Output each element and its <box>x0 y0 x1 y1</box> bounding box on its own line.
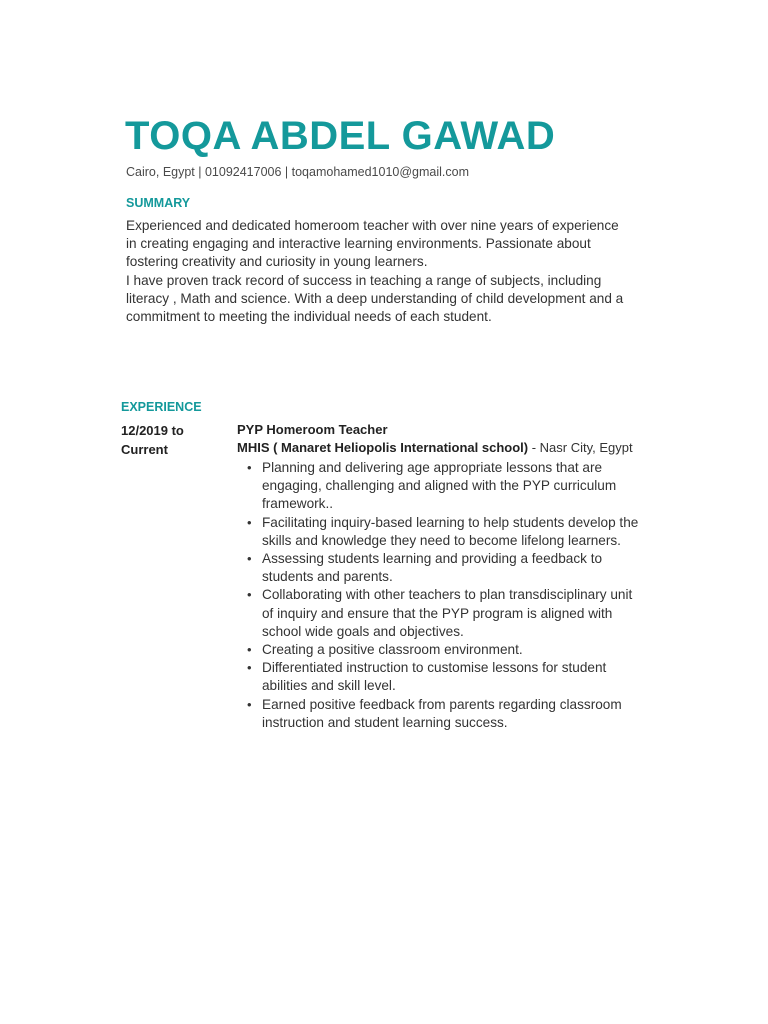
summary-paragraph: Experienced and dedicated homeroom teacher with over nine years of experience in creating engaging and interactive learning environments. Passionate about fostering creativity and curiosity in young learners. <box>126 218 619 270</box>
duty-text: Creating a positive classroom environment. <box>262 642 523 658</box>
duty-text: Planning and delivering age appropriate lessons that are engaging, challenging and aligned with the PYP curriculum framework.. <box>262 460 617 512</box>
summary-text <box>126 217 626 326</box>
list-item <box>247 696 647 732</box>
bullet-icon: • <box>247 587 252 603</box>
job-employer: MHIS ( Manaret Heliopolis International school) <box>237 440 529 455</box>
job-location: - Nasr City, Egypt <box>528 440 633 455</box>
bullet-icon: • <box>247 660 252 676</box>
job-title: PYP Homeroom Teacher <box>237 422 388 437</box>
duty-text: Assessing students learning and providing a feedback to students and parents. <box>262 551 603 585</box>
bullet-icon: • <box>247 642 252 658</box>
job-duties-list <box>237 459 647 732</box>
summary-heading: SUMMARY <box>126 196 191 210</box>
list-item <box>247 459 647 514</box>
list-item <box>247 550 647 586</box>
bullet-icon: • <box>247 514 252 530</box>
summary-paragraph: I have proven track record of success in teaching a range of subjects, including literacy , Math and science. With a deep understanding of child development and a commitment to meeting the individual needs of each student. <box>126 272 624 325</box>
experience-heading: EXPERIENCE <box>121 400 202 414</box>
duty-text: Collaborating with other teachers to plan transdisciplinary unit of inquiry and ensure that the PYP program is aligned with school wide goals and objectives. <box>262 587 633 639</box>
job-date-end: Current <box>121 442 168 457</box>
bullet-icon: • <box>247 460 252 475</box>
bullet-icon: • <box>247 551 252 567</box>
list-item <box>247 514 647 550</box>
list-item <box>247 659 647 695</box>
job-entry <box>237 421 647 732</box>
duty-text: Differentiated instruction to customise lessons for student abilities and skill level. <box>262 660 607 694</box>
job-employer-line <box>237 439 647 457</box>
bullet-icon: • <box>247 696 252 712</box>
job-date-start: 12/2019 to <box>121 423 184 438</box>
list-item <box>247 586 647 641</box>
contact-line: Cairo, Egypt | 01092417006 | toqamohamed1010@gmail.com <box>126 165 470 179</box>
duty-text: Earned positive feedback from parents regarding classroom instruction and student learning success. <box>262 696 622 730</box>
job-dates <box>121 421 221 459</box>
list-item <box>247 641 647 659</box>
duty-text: Facilitating inquiry-based learning to help students develop the skills and knowledge they need to become lifelong learners. <box>262 514 639 548</box>
candidate-name: TOQA ABDEL GAWAD <box>125 114 556 158</box>
